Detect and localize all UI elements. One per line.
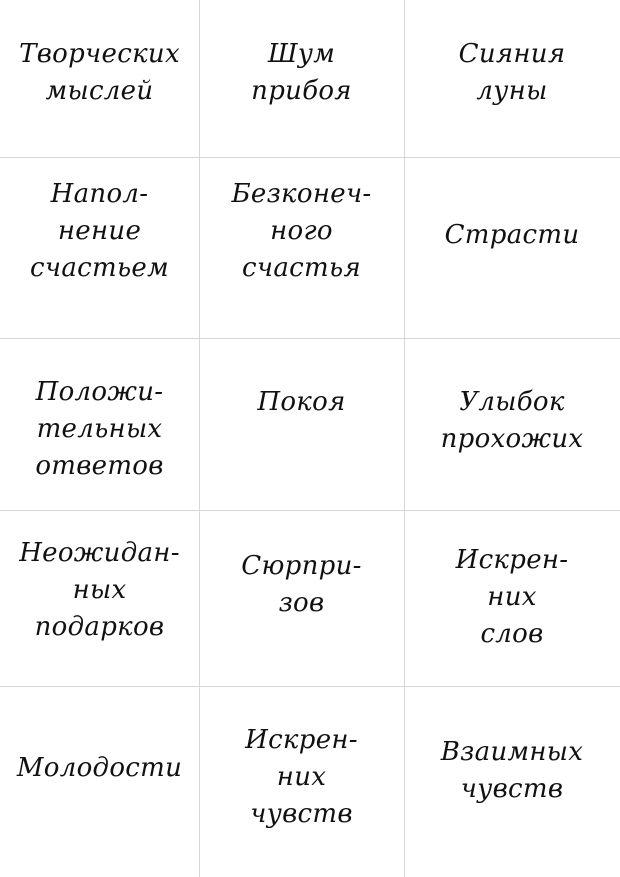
card-text-line: нение [57,216,142,246]
card-ulybok-prokhozhikh [404,384,620,458]
card-text-line: Сюрпри- [241,551,362,581]
card-siyaniya-luny [404,36,620,110]
card-neozhidannykh-podarkov [0,535,199,646]
card-text-line: чувств [460,774,564,804]
row-divider [0,510,620,511]
card-text-line: ответов [35,451,164,481]
card-text-line: Шум [267,39,336,69]
card-text-line: Взаимных [440,737,584,767]
card-text-line: луны [476,76,548,106]
card-text-line: зов [278,588,325,618]
card-bezkonechnogo-schastya [199,176,404,287]
card-text-line: них [276,762,327,792]
card-tvorcheskikh-mysley [0,36,199,110]
card-vzaimnykh-chuvstv [404,734,620,808]
card-text-line: Положи- [35,377,164,407]
card-text-line: чувств [250,799,353,829]
card-text-line: Улыбок [459,387,565,417]
card-pokoya [199,384,404,421]
card-text-line: прохожих [440,424,584,454]
card-text-line: Творческих [19,39,180,69]
card-text-line: Искрен- [245,725,358,755]
card-text-line: Молодости [16,753,183,783]
card-text-line: Страсти [444,220,580,250]
card-text-line: Искрен- [455,545,569,575]
card-text-line: счастья [242,253,361,283]
card-text-line: подарков [34,612,165,642]
card-strasti [404,217,620,254]
card-text-line: слов [480,619,544,649]
card-text-line: ных [72,575,127,605]
card-molodosti [0,750,199,787]
card-text-line: ного [270,216,333,246]
card-text-line: них [487,582,537,612]
card-polozhitelnykh-otvetov [0,374,199,485]
card-text-line: счастьем [30,253,169,283]
card-text-line: мыслей [45,76,154,106]
card-iskrennikh-slov [404,542,620,653]
card-text-line: прибоя [251,76,352,106]
card-iskrennikh-chuvstv [199,722,404,833]
row-divider [0,686,620,687]
card-text-line: Покоя [257,387,346,417]
card-syurprizov [199,548,404,622]
row-divider [0,157,620,158]
card-text-line: тельных [36,414,163,444]
card-text-line: Неожидан- [19,538,180,568]
card-shum-priboya [199,36,404,110]
card-text-line: Напол- [50,179,149,209]
card-napolnenie-schastyem [0,176,199,287]
card-text-line: Сияния [458,39,566,69]
row-divider [0,338,620,339]
card-text-line: Безконеч- [231,179,372,209]
